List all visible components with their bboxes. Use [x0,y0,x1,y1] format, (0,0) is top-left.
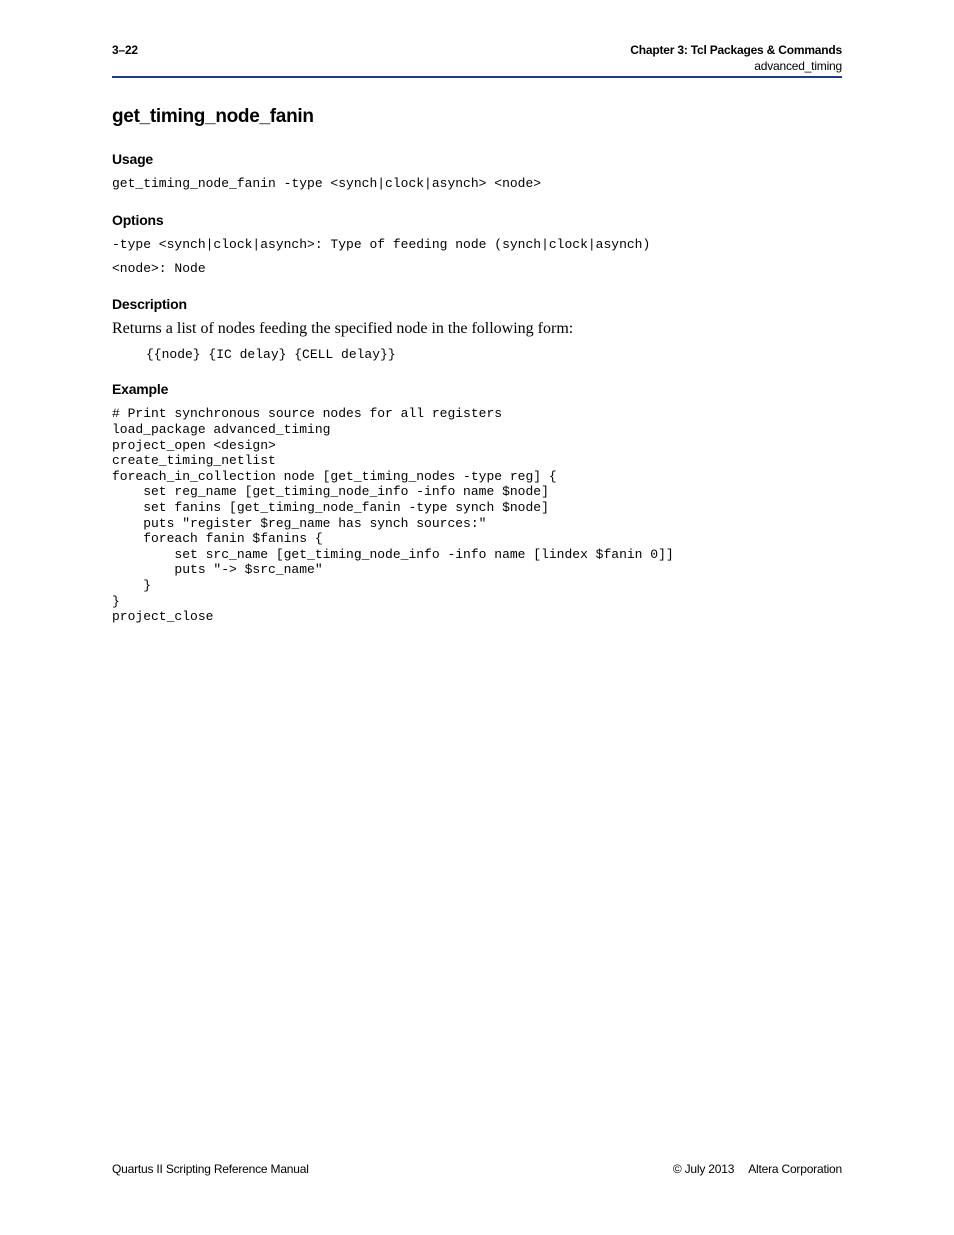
description-text: Returns a list of nodes feeding the specified node in the following form: [112,319,574,337]
code-line: set fanins [get_timing_node_fanin -type synch $node] [112,499,549,515]
footer-date: © July 2013 [672,1162,735,1176]
code-line: puts "-> $src_name" [112,562,323,578]
code-line: set src_name [get_timing_node_info -info name [lindex $fanin 0]] [112,546,674,562]
description-form: {{node} {IC delay} {CELL delay}} [146,346,396,362]
usage-heading: Usage [112,151,154,167]
section-name: advanced_timing [754,59,842,73]
options-heading: Options [112,211,164,228]
option-node: <node>: Node [112,261,206,277]
code-line: load_package advanced_timing [112,421,331,437]
footer-manual-title: Quartus II Scripting Reference Manual [112,1162,309,1176]
page-number: 3–22 [112,43,138,57]
description-heading: Description [112,295,187,312]
code-line: } [112,593,120,609]
footer-copyright [673,1162,842,1176]
code-line: } [112,577,152,593]
option-type: -type <synch|clock|asynch>: Type of feeding node (synch|clock|asynch) [112,236,651,252]
example-code-block [112,406,842,624]
code-line: set reg_name [get_timing_node_info -info name $node] [112,484,549,500]
footer-company: Altera Corporation [748,1162,842,1176]
code-line: foreach_in_collection node [get_timing_nodes -type reg] { [112,468,557,484]
page-content [112,104,842,625]
running-header [630,43,842,74]
header-rule [112,76,842,78]
code-line: project_open <design> [112,437,276,453]
usage-syntax: get_timing_node_fanin -type <synch|clock|asynch> <node> [112,176,542,191]
code-line: create_timing_netlist [112,453,276,469]
code-line: # Print synchronous source nodes for all registers [112,406,503,422]
code-line: project_close [112,609,214,625]
example-heading: Example [112,381,169,398]
code-line: puts "register $reg_name has synch sources:" [112,515,487,531]
chapter-title: Chapter 3: Tcl Packages & Commands [630,43,842,57]
code-line: foreach fanin $fanins { [112,531,323,547]
command-title: get_timing_node_fanin [112,106,314,127]
